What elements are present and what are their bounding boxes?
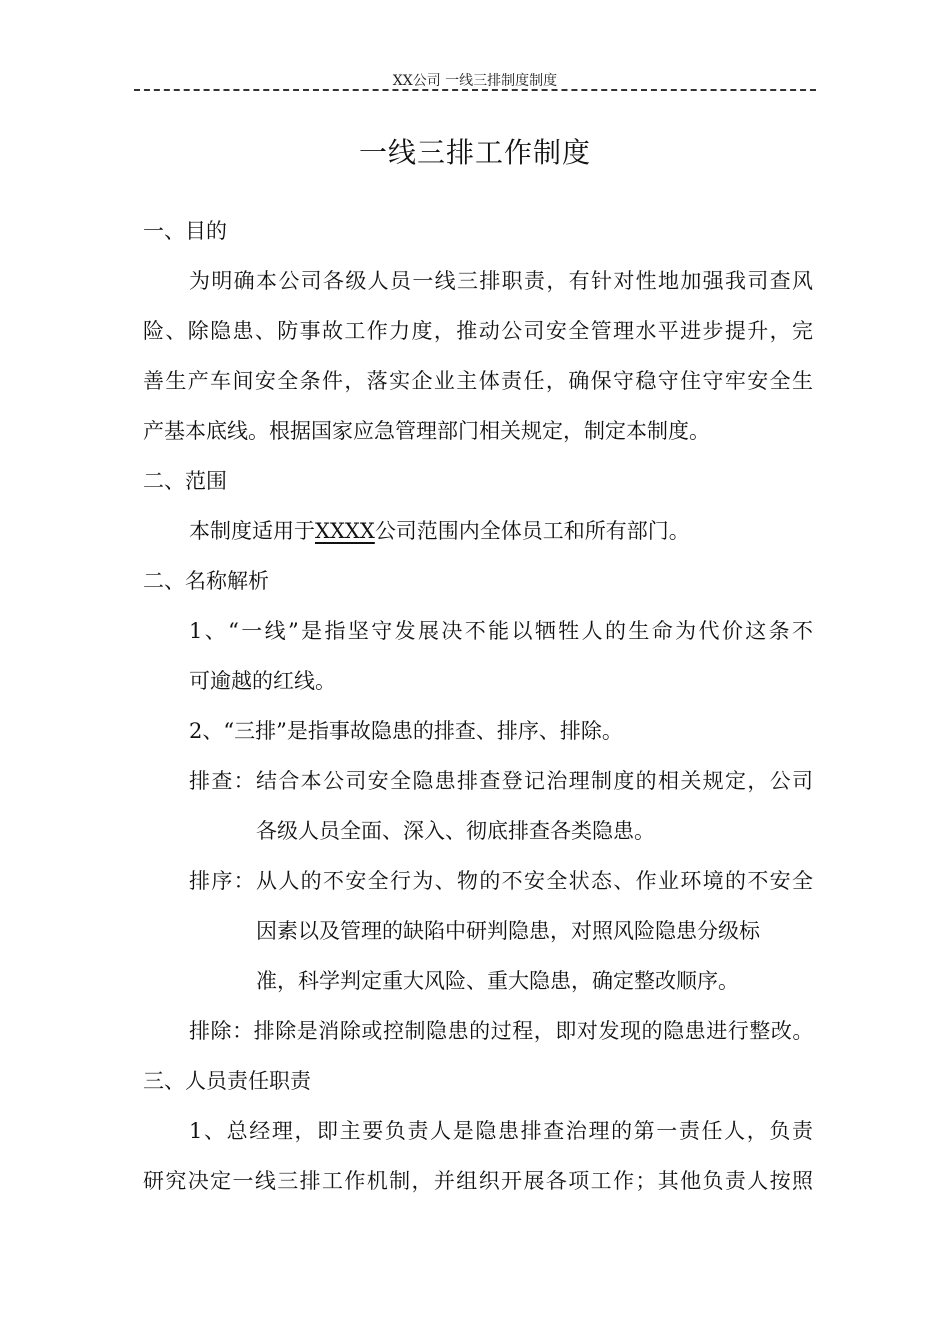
company-placeholder: XXXX [315, 519, 375, 543]
section-heading-purpose: 一、目的 [143, 219, 227, 243]
section-heading-definitions: 二、名称解析 [143, 569, 269, 593]
document-title: 一线三排工作制度 [358, 136, 591, 169]
header-divider [134, 89, 816, 91]
paragraph-line: 险、除隐患、防事故工作力度，推动公司安全管理水平进步提升，完 [143, 319, 813, 343]
list-item-line: 1、“一线”是指坚守发展决不能以牺牲人的生命为代价这条不 [189, 619, 813, 643]
scope-text-prefix: 本制度适用于 [189, 519, 315, 543]
list-item-line: 2、“三排”是指事故隐患的排查、排序、排除。 [189, 719, 623, 743]
definition-line: 各级人员全面、深入、彻底排查各类隐患。 [256, 819, 655, 843]
definition-line: 排除：排除是消除或控制隐患的过程，即对发现的隐患进行整改。 [189, 1019, 813, 1043]
list-item-line: 研究决定一线三排工作机制，并组织开展各项工作；其他负责人按照 [143, 1169, 813, 1193]
definition-line: 因素以及管理的缺陷中研判隐患，对照风险隐患分级标 [256, 919, 760, 943]
section-heading-responsibilities: 三、人员责任职责 [143, 1069, 311, 1093]
paragraph-line: 为明确本公司各级人员一线三排职责，有针对性地加强我司查风 [189, 269, 813, 293]
list-item-line: 1、总经理，即主要负责人是隐患排查治理的第一责任人，负责 [189, 1119, 813, 1143]
definition-line: 准，科学判定重大风险、重大隐患，确定整改顺序。 [256, 969, 739, 993]
paragraph-line [189, 516, 813, 546]
list-item-line: 可逾越的红线。 [189, 669, 336, 693]
definition-line: 排查：结合本公司安全隐患排查登记治理制度的相关规定，公司 [189, 769, 813, 793]
scope-text-suffix: 公司范围内全体员工和所有部门。 [374, 519, 690, 543]
section-heading-scope: 二、范围 [143, 469, 227, 493]
definition-line: 排序：从人的不安全行为、物的不安全状态、作业环境的不安全 [189, 869, 813, 893]
paragraph-line: 产基本底线。根据国家应急管理部门相关规定，制定本制度。 [143, 419, 710, 443]
running-header: XX公司 一线三排制度制度 [392, 73, 558, 89]
paragraph-line: 善生产车间安全条件，落实企业主体责任，确保守稳守住守牢安全生 [143, 369, 813, 393]
